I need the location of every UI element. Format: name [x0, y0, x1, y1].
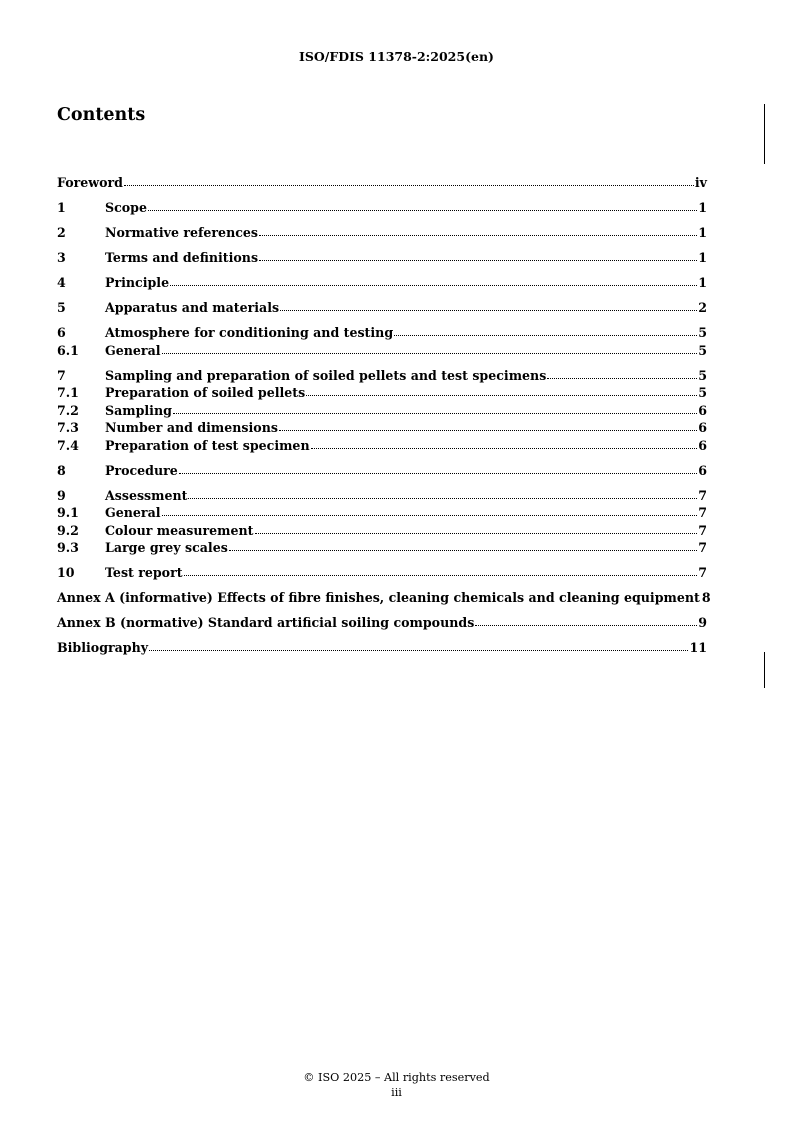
toc-entry[interactable]	[57, 224, 707, 242]
toc-entry-number: 5	[57, 300, 66, 315]
toc-entry-label: General	[105, 505, 161, 520]
toc-entry-page: 2	[698, 300, 707, 315]
toc-entry-label: Number and dimensions	[105, 420, 278, 435]
toc-entry-label: Apparatus and materials	[105, 300, 280, 315]
toc-entry-page: 5	[698, 325, 707, 340]
toc-entry-page: 11	[689, 640, 707, 655]
toc-entry[interactable]	[57, 419, 707, 437]
toc-entry[interactable]	[57, 614, 707, 632]
toc-dot-leader	[394, 323, 697, 336]
toc-dot-leader	[124, 173, 694, 186]
toc-entry[interactable]	[57, 402, 707, 420]
toc-entry-number: 7.1	[57, 385, 79, 400]
toc-entry-page: 5	[698, 385, 707, 400]
toc-entry[interactable]	[57, 437, 707, 455]
toc-entry-page: 6	[698, 462, 707, 478]
toc-entry-page: 7	[698, 505, 707, 520]
toc-dot-leader	[148, 198, 697, 211]
toc-entry-number: 1	[57, 200, 66, 215]
toc-entry-page: 1	[698, 275, 707, 290]
toc-entry-page: 9	[698, 615, 707, 630]
toc-dot-leader	[280, 298, 697, 311]
change-bar	[764, 652, 765, 688]
toc-dot-leader	[184, 563, 698, 576]
toc-dot-leader	[475, 613, 697, 626]
toc-entry[interactable]	[57, 324, 707, 342]
toc-entry-number: 10	[57, 565, 75, 580]
copyright-notice: © ISO 2025 – All rights reserved	[303, 1071, 490, 1084]
toc-entry-label: Assessment	[105, 487, 188, 503]
toc-entry-page: 1	[698, 250, 707, 265]
toc-dot-leader	[311, 436, 698, 449]
toc-entry-page: 5	[698, 342, 707, 358]
toc-entry-label: Bibliography	[57, 640, 149, 655]
toc-entry-label: Atmosphere for conditioning and testing	[105, 325, 394, 340]
toc-entry-number: 9.1	[57, 505, 79, 520]
toc-entry-number: 4	[57, 275, 66, 290]
toc-dot-leader	[149, 638, 688, 651]
toc-entry-number: 9.2	[57, 522, 79, 538]
toc-entry-page: 8	[701, 590, 711, 605]
toc-dot-leader	[162, 503, 698, 516]
toc-entry-page: 7	[698, 565, 707, 580]
document-header: ISO/FDIS 11378-2:2025(en)	[299, 49, 494, 64]
toc-dot-leader	[173, 401, 697, 414]
toc-entry-page: 6	[698, 437, 707, 453]
toc-entry[interactable]	[57, 639, 707, 657]
page-number: iii	[391, 1085, 402, 1099]
toc-entry-label: Colour measurement	[105, 522, 254, 538]
toc-entry-number: 9.3	[57, 540, 79, 555]
toc-dot-leader	[259, 248, 697, 261]
toc-entry-number: 7.4	[57, 437, 79, 453]
toc-dot-leader	[229, 538, 697, 551]
toc-dot-leader	[162, 341, 698, 354]
toc-entry-label: Normative references	[105, 225, 259, 240]
toc-entry-label: Annex B (normative) Standard artificial soiling compounds	[57, 615, 475, 630]
toc-entry[interactable]	[57, 539, 707, 557]
toc-entry[interactable]	[57, 342, 707, 360]
toc-entry-label: Scope	[105, 200, 147, 215]
toc-entry-number: 2	[57, 225, 66, 240]
toc-entry-label: Sampling	[105, 402, 172, 418]
toc-entry-page: 6	[698, 402, 707, 418]
toc-entry-number: 7.2	[57, 402, 79, 418]
toc-entry-number: 8	[57, 462, 66, 478]
toc-entry[interactable]	[57, 384, 707, 402]
toc-entry-page: 5	[698, 367, 707, 383]
toc-entry[interactable]	[57, 589, 711, 607]
toc-entry-label: Principle	[105, 275, 170, 290]
toc-dot-leader	[547, 366, 697, 379]
toc-entry-number: 9	[57, 487, 66, 503]
toc-entry[interactable]	[57, 522, 707, 540]
toc-entry[interactable]	[57, 487, 707, 505]
toc-entry-label: Terms and definitions	[105, 250, 259, 265]
toc-entry[interactable]	[57, 564, 707, 582]
toc-entry-label: Annex A (informative) Effects of fibre finishes, cleaning chemicals and cleaning equipment	[57, 590, 700, 605]
toc-entry-page: 6	[698, 420, 707, 435]
toc-entry-page: 7	[698, 522, 707, 538]
toc-entry-label: Large grey scales	[105, 540, 228, 555]
toc-dot-leader	[179, 461, 697, 474]
toc-entry-number: 3	[57, 250, 66, 265]
toc-entry-page: iv	[694, 175, 707, 190]
toc-entry-label: Preparation of soiled pellets	[105, 385, 306, 400]
page-footer	[0, 1071, 793, 1100]
toc-entry-label: General	[105, 342, 161, 358]
toc-dot-leader	[170, 273, 697, 286]
toc-entry[interactable]	[57, 462, 707, 480]
toc-entry[interactable]	[57, 199, 707, 217]
toc-entry-number: 7	[57, 367, 66, 383]
toc-entry-label: Preparation of test specimen	[105, 437, 310, 453]
toc-entry-number: 7.3	[57, 420, 79, 435]
toc-entry[interactable]	[57, 504, 707, 522]
toc-dot-leader	[255, 521, 698, 534]
toc-entry-number: 6	[57, 325, 66, 340]
toc-entry-page: 1	[698, 225, 707, 240]
toc-entry[interactable]	[57, 367, 707, 385]
toc-entry-page: 7	[698, 540, 707, 555]
toc-entry-label: Procedure	[105, 462, 178, 478]
page-title: Contents	[57, 105, 146, 125]
toc-entry[interactable]	[57, 249, 707, 267]
toc-entry-page: 1	[698, 200, 707, 215]
toc-entry-label: Test report	[105, 565, 183, 580]
toc-dot-leader	[188, 486, 697, 499]
toc-dot-leader	[306, 383, 697, 396]
change-bar	[764, 104, 765, 164]
toc-entry-page: 7	[698, 487, 707, 503]
toc-entry[interactable]	[57, 299, 707, 317]
toc-entry-label: Sampling and preparation of soiled pellets and test specimens	[105, 367, 547, 383]
toc-entry-label: Foreword	[57, 175, 123, 190]
toc-entry[interactable]	[57, 174, 707, 192]
toc-entry[interactable]	[57, 274, 707, 292]
toc-entry-number: 6.1	[57, 342, 79, 358]
toc-dot-leader	[259, 223, 697, 236]
table-of-contents	[57, 174, 711, 657]
toc-dot-leader	[279, 418, 697, 431]
